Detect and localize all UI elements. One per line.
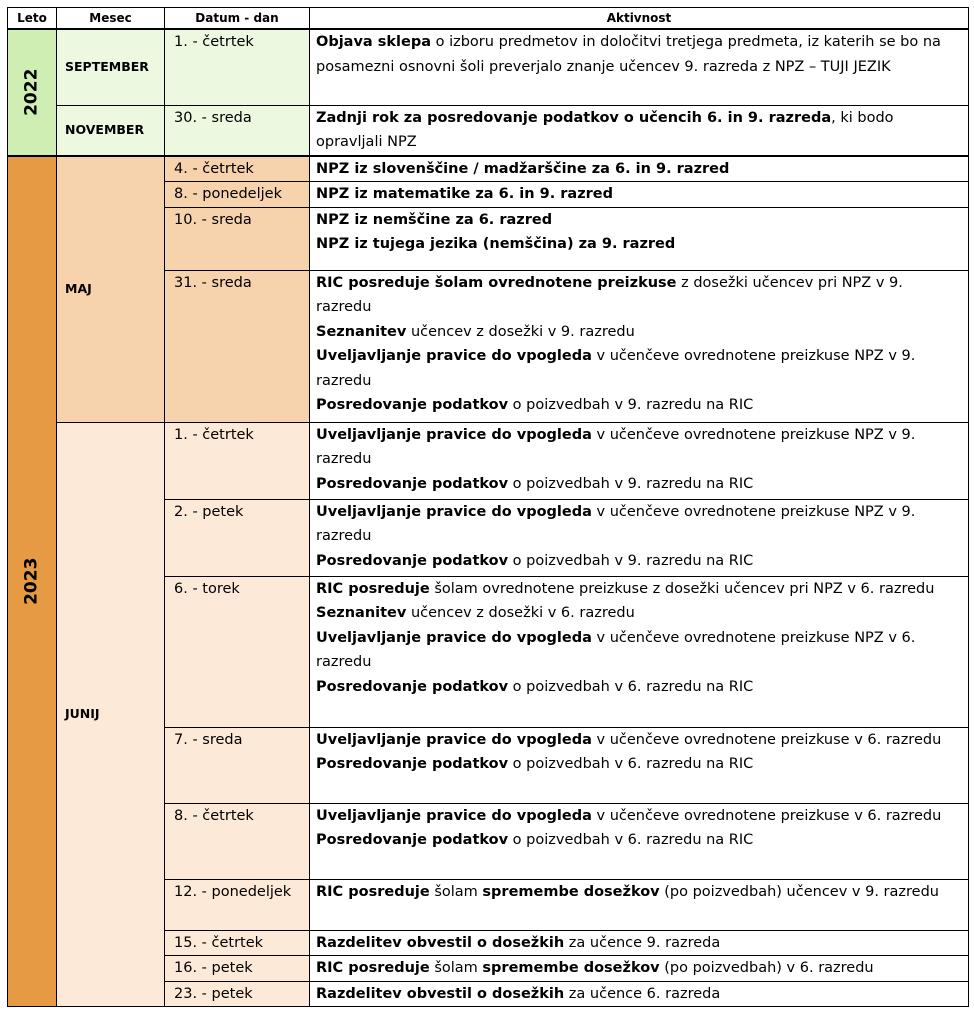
activity-line: [316, 880, 962, 905]
activity-bold-text: Uveljavljanje pravice do vpogleda: [316, 731, 592, 748]
activity-cell: [310, 803, 969, 879]
date-cell: 1. - četrtek: [165, 29, 310, 105]
activity-line: [316, 601, 962, 626]
activity-cell: [310, 105, 969, 156]
activity-bold-text: Posredovanje podatkov: [316, 756, 509, 772]
activity-line: [316, 675, 962, 700]
activity-bold-text: Razdelitev obvestil o dosežkih: [316, 934, 565, 951]
activity-text: o izboru predmetov in določitvi tretjega predmeta, iz katerih se bo na posamezni osnovni šoli preverjalo znanje učencev 9. razreda z NPZ – TUJI JEZIK: [316, 34, 941, 75]
activity-cell: [310, 207, 969, 270]
table-row: [8, 29, 969, 105]
activity-line: [316, 157, 962, 182]
activity-bold-text: Uveljavljanje pravice do vpogleda: [316, 426, 592, 443]
month-cell-september: SEPTEMBER: [57, 29, 165, 105]
activity-line: [316, 931, 962, 956]
header-aktivnost: Aktivnost: [310, 8, 969, 30]
activity-line: [316, 500, 962, 549]
date-cell: 2. - petek: [165, 499, 310, 576]
activity-line: [316, 106, 962, 155]
header-row: [8, 8, 969, 30]
table-row: [8, 156, 969, 182]
date-cell: 15. - četrtek: [165, 930, 310, 956]
activity-bold-text: Uveljavljanje pravice do vpogleda: [316, 348, 592, 364]
year-cell-2023: [8, 156, 57, 1007]
activity-text: z dosežki učencev pri NPZ v 9. razredu: [316, 274, 903, 315]
month-cell-junij: JUNIJ: [57, 422, 165, 1007]
activity-text: (po poizvedbah) učencev v 9. razredu: [659, 883, 939, 900]
activity-line: [316, 182, 962, 207]
date-cell: 7. - sreda: [165, 727, 310, 803]
activity-text: v učenčeve ovrednotene preizkuse NPZ v 9. razredu: [316, 426, 916, 467]
activity-bold-text: RIC posreduje: [316, 960, 430, 976]
activity-text: za učence 9. razreda: [564, 934, 721, 951]
activity-line: [316, 549, 962, 574]
activity-text: o poizvedbah v 6. razredu na RIC: [508, 756, 754, 772]
activity-line: [316, 30, 962, 79]
date-cell: 23. - petek: [165, 981, 310, 1007]
activity-bold-text: Posredovanje podatkov: [316, 475, 509, 492]
activity-cell: [310, 879, 969, 930]
activity-line: [316, 344, 962, 393]
activity-text: za učence 6. razreda: [564, 985, 721, 1002]
activity-cell: [310, 182, 969, 208]
activity-cell: [310, 576, 969, 727]
activity-text: o poizvedbah v 9. razredu na RIC: [508, 397, 754, 413]
activity-text: v učenčeve ovrednotene preizkuse NPZ v 6. razredu: [316, 629, 916, 670]
activity-cell: [310, 422, 969, 499]
activity-text: o poizvedbah v 6. razredu na RIC: [508, 678, 754, 695]
activity-bold-text: NPZ iz slovenščine / madžarščine za 6. in 9. razred: [316, 160, 730, 177]
activity-line: [316, 208, 962, 233]
date-cell: 30. - sreda: [165, 105, 310, 156]
month-cell-november: NOVEMBER: [57, 105, 165, 156]
activity-bold-text: Uveljavljanje pravice do vpogleda: [316, 807, 592, 824]
activity-bold-text: NPZ iz matematike za 6. in 9. razred: [316, 186, 614, 202]
schedule-table: [7, 7, 969, 1007]
activity-line: [316, 626, 962, 675]
activity-bold-text: Razdelitev obvestil o dosežkih: [316, 985, 565, 1002]
table-row: [8, 105, 969, 156]
activity-text: v učenčeve ovrednotene preizkuse v 6. razredu: [591, 807, 942, 824]
activity-bold-text: RIC posreduje šolam ovrednotene preizkuse: [316, 274, 677, 291]
activity-bold-text: spremembe dosežkov: [482, 960, 660, 976]
activity-bold-text: NPZ iz tujega jezika (nemščina) za 9. razred: [316, 236, 676, 252]
activity-bold-text: Uveljavljanje pravice do vpogleda: [316, 503, 592, 520]
activity-bold-text: spremembe dosežkov: [482, 883, 660, 900]
activity-line: [316, 828, 962, 853]
activity-bold-text: Zadnji rok za posredovanje podatkov o učencih 6. in 9. razreda: [316, 109, 832, 126]
activity-line: [316, 956, 962, 981]
date-cell: 1. - četrtek: [165, 422, 310, 499]
activity-line: [316, 728, 962, 753]
activity-line: [316, 472, 962, 497]
activity-line: [316, 232, 962, 257]
activity-text: učencev z dosežki v 6. razredu: [406, 605, 635, 621]
activity-bold-text: Posredovanje podatkov: [316, 832, 509, 848]
header-leto: Leto: [8, 8, 57, 30]
activity-line: [316, 982, 962, 1007]
activity-cell: [310, 981, 969, 1007]
activity-text: šolam ovrednotene preizkuse z dosežki učencev pri NPZ v 6. razredu: [429, 580, 935, 597]
activity-cell: [310, 499, 969, 576]
activity-text: v učenčeve ovrednotene preizkuse NPZ v 9. razredu: [316, 503, 916, 544]
date-cell: 6. - torek: [165, 576, 310, 727]
activity-text: v učenčeve ovrednotene preizkuse NPZ v 9. razredu: [316, 348, 916, 389]
activity-line: [316, 320, 962, 345]
activity-cell: [310, 930, 969, 956]
activity-bold-text: Posredovanje podatkov: [316, 552, 509, 569]
activity-bold-text: Objava sklepa: [316, 34, 431, 50]
date-cell: 4. - četrtek: [165, 156, 310, 182]
activity-line: [316, 271, 962, 320]
date-cell: 12. - ponedeljek: [165, 879, 310, 930]
activity-cell: [310, 29, 969, 105]
activity-line: [316, 577, 962, 602]
date-cell: 8. - ponedeljek: [165, 182, 310, 208]
activity-bold-text: NPZ iz nemščine za 6. razred: [316, 211, 553, 228]
year-label: 2022: [21, 68, 42, 116]
activity-text: , ki bodo opravljali NPZ: [316, 109, 894, 150]
activity-text: o poizvedbah v 6. razredu na RIC: [508, 832, 754, 848]
activity-line: [316, 393, 962, 418]
activity-text: učencev z dosežki v 9. razredu: [406, 323, 635, 340]
activity-bold-text: RIC posreduje: [316, 580, 430, 597]
header-mesec: Mesec: [57, 8, 165, 30]
date-cell: 8. - četrtek: [165, 803, 310, 879]
activity-bold-text: Posredovanje podatkov: [316, 397, 509, 413]
activity-text: o poizvedbah v 9. razredu na RIC: [508, 475, 754, 492]
activity-text: (po poizvedbah) v 6. razredu: [659, 960, 874, 976]
activity-cell: [310, 727, 969, 803]
activity-bold-text: Seznanitev: [316, 323, 407, 340]
date-cell: 16. - petek: [165, 956, 310, 982]
activity-line: [316, 423, 962, 472]
activity-cell: [310, 270, 969, 422]
table-row: [8, 422, 969, 499]
activity-bold-text: Seznanitev: [316, 605, 407, 621]
activity-text: v učenčeve ovrednotene preizkuse v 6. razredu: [591, 731, 942, 748]
activity-bold-text: Uveljavljanje pravice do vpogleda: [316, 629, 592, 646]
date-cell: 10. - sreda: [165, 207, 310, 270]
header-datum: Datum - dan: [165, 8, 310, 30]
activity-text: o poizvedbah v 9. razredu na RIC: [508, 552, 754, 569]
activity-bold-text: Posredovanje podatkov: [316, 678, 509, 695]
year-label: 2023: [21, 557, 42, 605]
activity-line: [316, 804, 962, 829]
activity-cell: [310, 156, 969, 182]
date-cell: 31. - sreda: [165, 270, 310, 422]
activity-line: [316, 752, 962, 777]
activity-text: šolam: [429, 960, 483, 976]
activity-text: šolam: [429, 883, 483, 900]
activity-bold-text: RIC posreduje: [316, 883, 430, 900]
month-cell-maj: MAJ: [57, 156, 165, 423]
activity-cell: [310, 956, 969, 982]
year-cell-2022: [8, 29, 57, 156]
